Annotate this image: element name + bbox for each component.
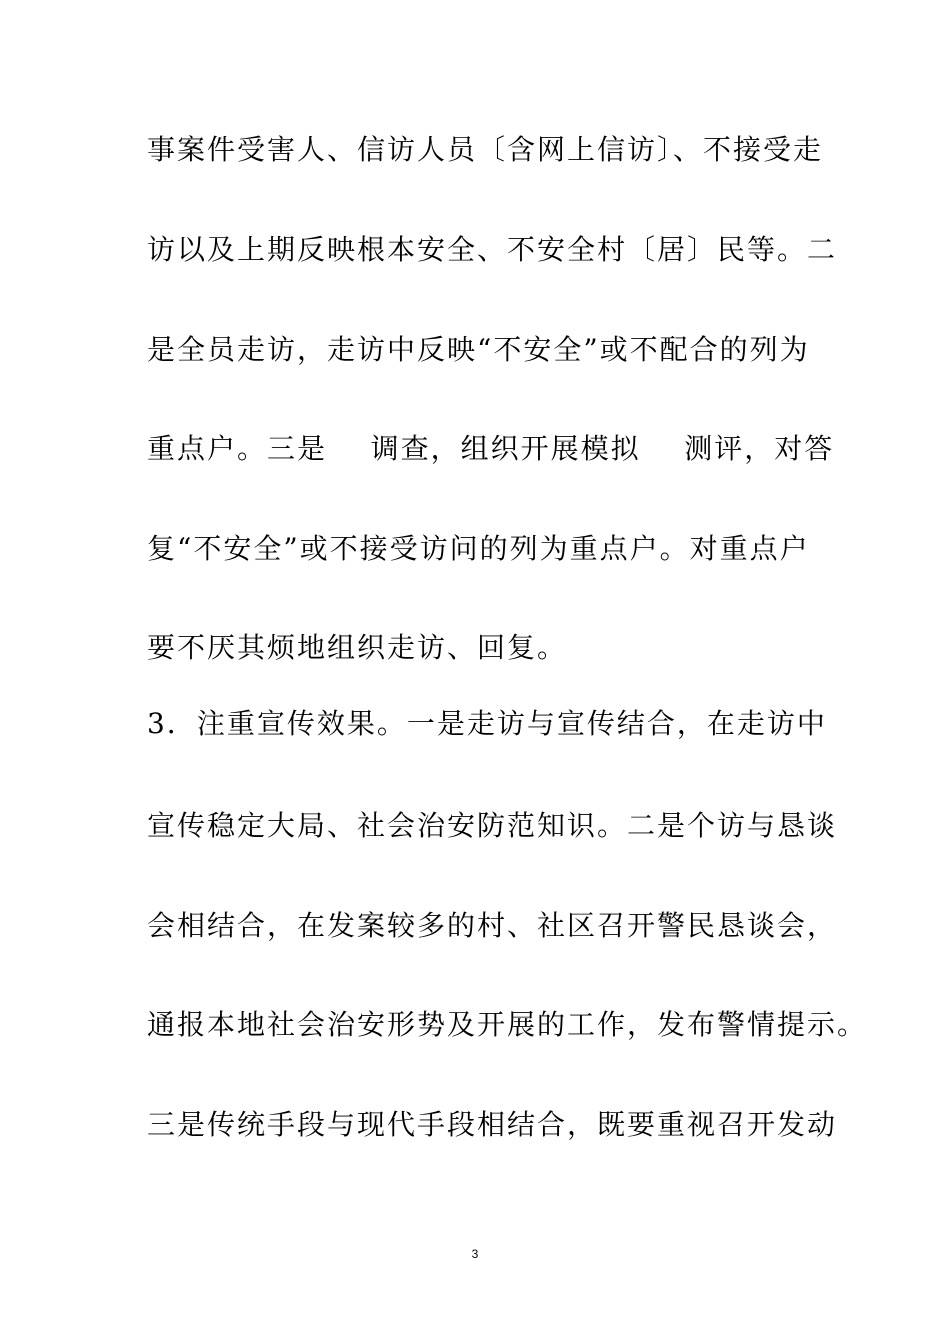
paragraph-line: 事案件受害人、信访人员〔含网上信访〕、不接受走 — [147, 133, 824, 166]
section-heading-line: 3．注重宣传效果。一是走访与宣传结合，在走访中 — [147, 707, 827, 740]
paragraph-line: 重点户。三是 调查，组织开展模拟 测评，对答 — [147, 432, 835, 465]
paragraph-line: 会相结合，在发案较多的村、社区召开警民恳谈会， — [147, 909, 838, 942]
paragraph-line: 通报本地社会治安形势及开展的工作，发布警情提示。 — [147, 1008, 868, 1041]
paragraph-line: 复“不安全”或不接受访问的列为重点户。对重点户 — [147, 532, 810, 565]
paragraph-line: 三是传统手段与现代手段相结合，既要重视召开发动 — [147, 1108, 838, 1141]
page-number: 3 — [471, 1247, 479, 1261]
paragraph-line: 访以及上期反映根本安全、不安全村〔居〕民等。二 — [147, 233, 838, 266]
paragraph-line: 要不厌其烦地组织走访、回复。 — [147, 631, 568, 664]
paragraph-line: 是全员走访，走访中反映“不安全”或不配合的列为 — [147, 333, 810, 366]
paragraph-line: 宣传稳定大局、社会治安防范知识。二是个访与恳谈 — [147, 809, 838, 842]
